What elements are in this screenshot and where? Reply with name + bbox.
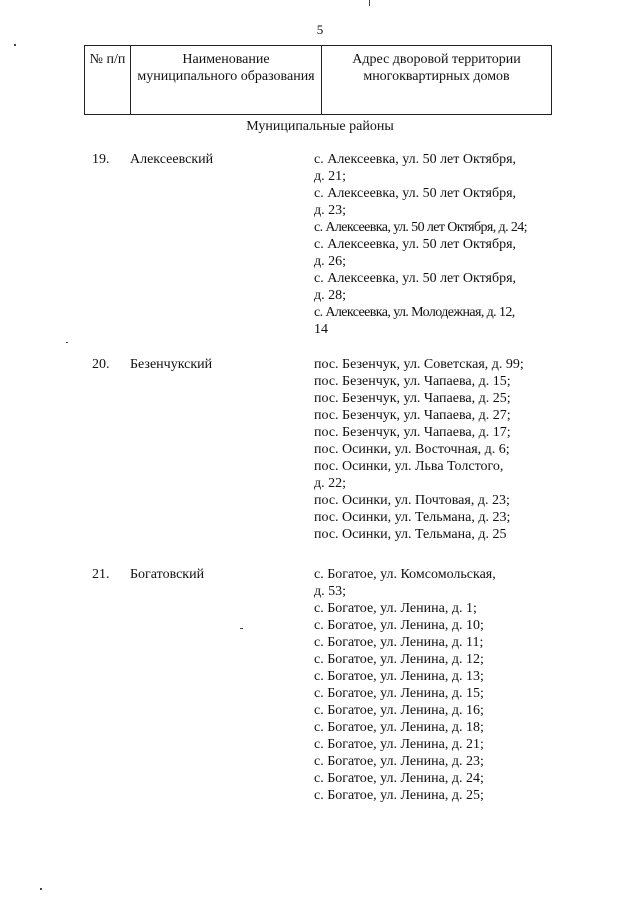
table-header xyxy=(84,45,552,115)
entry-name: Богатовский xyxy=(130,567,205,582)
entry-number: 20. xyxy=(92,357,110,372)
scan-artifact xyxy=(14,44,16,46)
entry-address xyxy=(314,151,554,338)
address-line: с. Алексеевка, ул. 50 лет Октября, xyxy=(314,186,517,201)
address-line: пос. Безенчук, ул. Чапаева, д. 27; xyxy=(314,408,511,423)
scan-artifact xyxy=(40,888,42,890)
address-line: пос. Осинки, ул. Тельмана, д. 23; xyxy=(314,510,511,525)
address-line: с. Богатое, ул. Ленина, д. 23; xyxy=(314,754,484,769)
address-line: д. 28; xyxy=(314,288,347,303)
address-line: пос. Осинки, ул. Восточная, д. 6; xyxy=(314,442,510,457)
address-line: с. Алексеевка, ул. 50 лет Октября, xyxy=(314,271,517,286)
scan-artifact xyxy=(369,0,370,6)
entry-address xyxy=(314,566,554,804)
address-line: пос. Осинки, ул. Тельмана, д. 25 xyxy=(314,527,507,542)
address-line: пос. Безенчук, ул. Советская, д. 99; xyxy=(314,357,524,372)
section-title: Муниципальные районы xyxy=(246,119,394,134)
address-line: 14 xyxy=(314,322,328,337)
header-address-column: Адрес дворовой территории многоквартирных домов xyxy=(322,46,552,115)
address-line: с. Богатое, ул. Ленина, д. 18; xyxy=(314,720,484,735)
entry-number: 19. xyxy=(92,152,110,167)
address-line: с. Алексеевка, ул. 50 лет Октября, д. 24; xyxy=(314,220,527,235)
address-line: пос. Осинки, ул. Почтовая, д. 23; xyxy=(314,493,510,508)
address-line: с. Богатое, ул. Ленина, д. 13; xyxy=(314,669,484,684)
address-line: с. Богатое, ул. Ленина, д. 21; xyxy=(314,737,484,752)
header-number-column: № п/п xyxy=(85,46,131,115)
scan-artifact xyxy=(240,628,243,629)
page-number: 5 xyxy=(316,22,324,37)
entry-address xyxy=(314,356,554,543)
address-line: с. Богатое, ул. Ленина, д. 11; xyxy=(314,635,484,650)
address-line: д. 26; xyxy=(314,254,347,269)
address-line: пос. Безенчук, ул. Чапаева, д. 25; xyxy=(314,391,511,406)
address-line: с. Алексеевка, ул. 50 лет Октября, xyxy=(314,152,517,167)
entry-name: Алексеевский xyxy=(130,152,214,167)
address-line: пос. Осинки, ул. Льва Толстого, xyxy=(314,459,504,474)
address-line: д. 22; xyxy=(314,476,347,491)
address-line: д. 21; xyxy=(314,169,347,184)
address-line: пос. Безенчук, ул. Чапаева, д. 17; xyxy=(314,425,511,440)
address-line: д. 53; xyxy=(314,584,347,599)
address-line: с. Богатое, ул. Ленина, д. 1; xyxy=(314,601,477,616)
address-line: с. Богатое, ул. Ленина, д. 16; xyxy=(314,703,484,718)
address-line: пос. Безенчук, ул. Чапаева, д. 15; xyxy=(314,374,511,389)
address-line: с. Алексеевка, ул. Молодежная, д. 12, xyxy=(314,305,515,320)
address-line: с. Богатое, ул. Комсомольская, xyxy=(314,567,496,582)
entry-name: Безенчукский xyxy=(130,357,213,372)
address-line: с. Алексеевка, ул. 50 лет Октября, xyxy=(314,237,517,252)
entry-number: 21. xyxy=(92,567,110,582)
address-line: с. Богатое, ул. Ленина, д. 12; xyxy=(314,652,484,667)
address-line: д. 23; xyxy=(314,203,347,218)
address-line: с. Богатое, ул. Ленина, д. 24; xyxy=(314,771,484,786)
address-line: с. Богатое, ул. Ленина, д. 25; xyxy=(314,788,484,803)
header-name-column: Наименование муниципального образования xyxy=(131,46,322,115)
scan-artifact xyxy=(66,342,68,343)
address-line: с. Богатое, ул. Ленина, д. 10; xyxy=(314,618,484,633)
address-line: с. Богатое, ул. Ленина, д. 15; xyxy=(314,686,484,701)
